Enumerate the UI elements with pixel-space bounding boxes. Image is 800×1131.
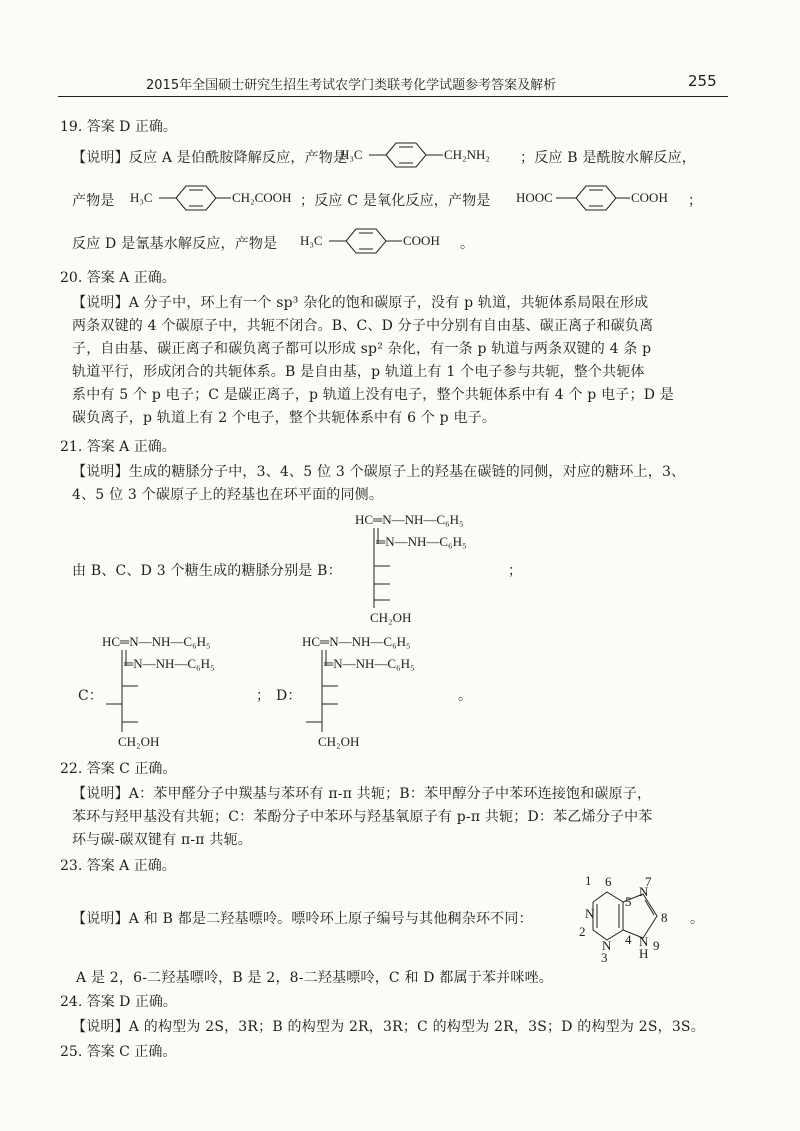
q20-line: 子，自由基、碳正离子和碳负离子都可以形成 sp² 杂化，有一条 p 轨道与两条双键的 4 条 p	[72, 341, 652, 357]
osazone-b-bottom: CH₂OH	[370, 610, 412, 625]
q19-line2-a: 产物是	[72, 193, 115, 209]
purine-label-8: 8	[661, 910, 668, 925]
q19-s1-right: CH₂NH₂	[444, 147, 490, 162]
q19-line3-b: 。	[460, 236, 475, 252]
q19-s4-right: COOH	[403, 233, 440, 248]
q20-line: 碳负离子，p 轨道上有 2 个电子，整个共轭体系中有 6 个 p 电子。	[72, 410, 497, 426]
purine-atom-n7: N	[639, 884, 649, 899]
q19-line2-c: ；	[688, 193, 703, 209]
q23-answer: 23. 答案 A 正确。	[60, 858, 176, 874]
purine-atom-n1: N	[585, 906, 595, 921]
q23-end: 。	[690, 911, 705, 927]
q22-line: 环与碳-碳双键有 π-π 共轭。	[72, 832, 252, 848]
q20-answer: 20. 答案 A 正确。	[60, 270, 176, 286]
q24-answer: 24. 答案 D 正确。	[60, 994, 177, 1010]
q19-s2-right: CH₂COOH	[232, 190, 292, 205]
q19-line1-a: 【说明】反应 A 是伯酰胺降解反应，产物是	[72, 150, 348, 166]
q21-end-d: 。	[458, 688, 473, 704]
q21-intro: 由 B、C、D 3 个糖生成的糖脎分别是 B：	[72, 563, 342, 579]
structure-ch3-benzyl-amine	[340, 140, 510, 170]
q21-line: 【说明】生成的糖脎分子中，3、4、5 位 3 个碳原子上的羟基在碳链的同侧，对应的糖环上，3、	[72, 464, 686, 480]
osazone-c-bottom: CH₂OH	[118, 734, 160, 749]
osazone-d-line2: ═N—NH—C₆H₅	[324, 656, 415, 671]
q21-label-c: C：	[78, 688, 104, 704]
q19-answer: 19. 答案 D 正确。	[60, 119, 177, 135]
q20-line: 轨道平行，形成闭合的共轭体系。B 是自由基，p 轨道上有 1 个电子参与共轭，整个共轭体	[72, 364, 645, 380]
q21-label-d: D：	[276, 688, 302, 704]
q24-explain: 【说明】A 的构型为 2S，3R；B 的构型为 2R，3R；C 的构型为 2R，3S；D 的构型为 2S，3S。	[72, 1019, 705, 1035]
purine-label-1: 1	[585, 873, 592, 888]
q20-line: 系中有 5 个 p 电子；C 是碳正离子，p 轨道上没有电子，整个共轭体系中有 4 个 p 电子；D 是	[72, 387, 674, 403]
purine-label-3: 3	[601, 950, 608, 965]
purine-atom-n3: N	[602, 938, 612, 953]
purine-label-6: 6	[605, 874, 612, 889]
q19-line1-b: ；反应 B 是酰胺水解反应，	[520, 150, 696, 166]
q21-answer: 21. 答案 A 正确。	[60, 439, 176, 455]
q22-answer: 22. 答案 C 正确。	[60, 761, 177, 777]
purine-label-4: 4	[625, 932, 632, 947]
q19-s1-left: H₃C	[340, 147, 363, 162]
q25-answer: 25. 答案 C 正确。	[60, 1044, 177, 1060]
q20-line: 【说明】A 分子中，环上有一个 sp³ 杂化的饱和碳原子，没有 p 轨道，共轭体系局限在形成	[72, 295, 649, 311]
q23-line2: A 是 2，6-二羟基嘌呤，B 是 2，8-二羟基嘌呤，C 和 D 都属于苯并咪唑。	[76, 970, 553, 986]
running-header-title: 2015年全国硕士研究生招生考试农学门类联考化学试题参考答案及解析	[146, 78, 557, 93]
osazone-b-structure	[350, 508, 510, 628]
osazone-b-line2: ═N—NH—C₆H₅	[376, 534, 467, 549]
structure-ch3-phenylacetic-acid	[130, 183, 320, 213]
purine-label-7: 7	[645, 874, 652, 889]
q19-line3-a: 反应 D 是氰基水解反应，产物是	[72, 236, 278, 252]
q21-line: 4、5 位 3 个碳原子上的羟基也在环平面的同侧。	[72, 487, 384, 503]
osazone-c-line1: HC═N—NH—C₆H₅	[102, 634, 211, 649]
q19-line2-b: ；反应 C 是氧化反应，产物是	[300, 193, 491, 209]
header-rule	[58, 96, 728, 97]
osazone-d-structure	[300, 628, 473, 753]
q20-line: 两条双键的 4 个碳原子中，共轭不闭合。B、C、D 分子中分别有自由基、碳正离子和碳负离	[72, 318, 654, 334]
purine-label-5: 5	[625, 894, 632, 909]
structure-p-toluic-acid	[300, 226, 470, 256]
osazone-c-structure	[100, 628, 270, 753]
osazone-d-line1: HC═N—NH—C₆H₅	[302, 634, 411, 649]
purine-atom-n9: N	[639, 934, 649, 949]
purine-label-2: 2	[579, 924, 586, 939]
osazone-b-line1: HC═N—NH—C₆H₅	[355, 512, 464, 527]
q22-line: 【说明】A：苯甲醛分子中羰基与苯环有 π-π 共轭；B：苯甲醇分子中苯环连接饱和碳原子，	[72, 786, 652, 802]
q19-s2-left: H₃C	[130, 190, 153, 205]
q19-s4-left: H₃C	[300, 233, 323, 248]
q23-explain: 【说明】A 和 B 都是二羟基嘌呤。嘌呤环上原子编号与其他稠杂环不同：	[72, 911, 533, 927]
q22-line: 苯环与羟甲基没有共轭；C：苯酚分子中苯环与羟基氧原子有 p-π 共轭；D：苯乙烯分子中苯	[72, 809, 653, 825]
page-number: 255	[688, 72, 717, 90]
q19-s3-left: HOOC	[516, 190, 553, 205]
osazone-d-bottom: CH₂OH	[318, 734, 360, 749]
q21-sep-b: ；	[508, 563, 523, 579]
q19-s3-right: COOH	[631, 190, 668, 205]
purine-ring-structure	[575, 872, 695, 965]
purine-atom-h9: H	[639, 946, 649, 961]
osazone-c-line2: ═N—NH—C₆H₅	[124, 656, 215, 671]
structure-terephthalic-acid	[516, 183, 696, 213]
q21-sep-c: ；	[256, 688, 271, 704]
purine-label-9: 9	[653, 938, 660, 953]
